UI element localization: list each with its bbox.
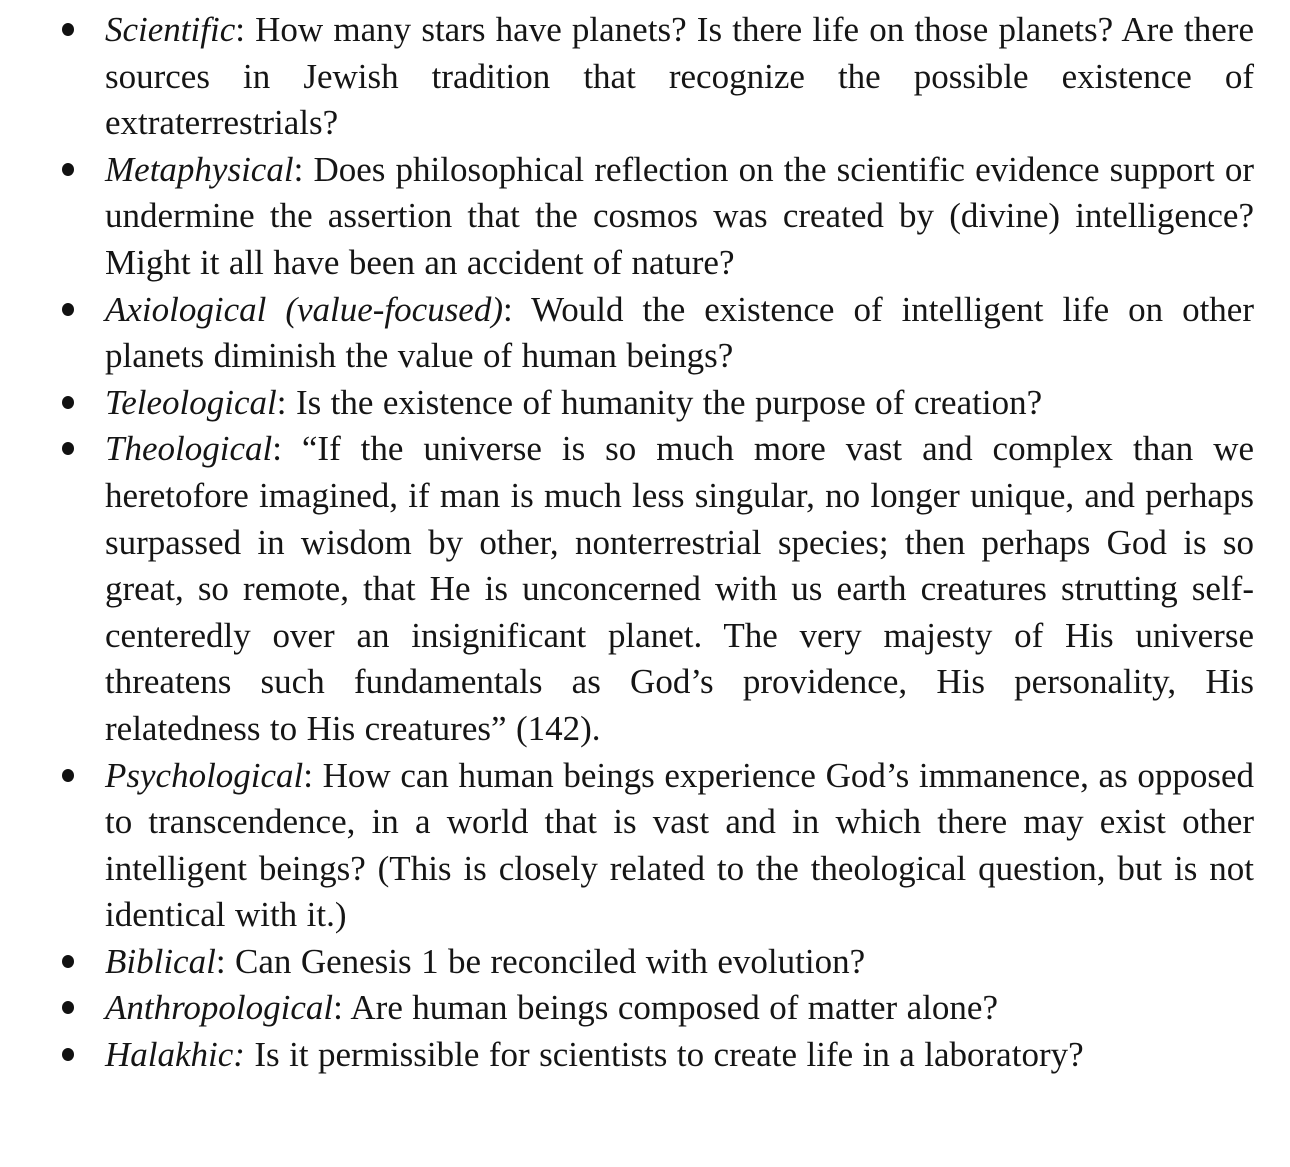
- question-category: Metaphysical: [105, 149, 294, 189]
- question-text: Is it permissible for scientists to create life in a laboratory?: [244, 1035, 1084, 1075]
- list-item: [105, 287, 1254, 380]
- question-text: : How can human beings experience God’s immanence, as opposed to transcendence, in a world that is vast and in which there may exist other intelligent beings? (This is closely related to the theological question, but is not identical with it.): [105, 755, 1254, 935]
- list-item: [105, 985, 1254, 1032]
- question-category: Theological: [105, 429, 273, 469]
- list-item: [105, 147, 1254, 287]
- list-item: [105, 380, 1254, 427]
- list-item: [105, 426, 1254, 752]
- question-text: : “If the universe is so much more vast and complex than we heretofore imagined, if man is much less singular, no longer unique, and perhaps surpassed in wisdom by other, nonterrestrial species; then perhaps God is so great, so remote, that He is unconcerned with us earth creatures strutting self-centeredly over an insignificant planet. The very majesty of His universe threatens such fundamentals as God’s providence, His personality, His relatedness to His creatures” (142).: [105, 429, 1254, 748]
- question-text: : Does philosophical reflection on the scientific evidence support or undermine the assertion that the cosmos was created by (divine) intelligence? Might it all have been an accident of nature?: [105, 149, 1254, 282]
- question-text: : Is the existence of humanity the purpose of creation?: [276, 382, 1043, 422]
- list-item: [105, 939, 1254, 986]
- question-category: Scientific: [105, 10, 236, 49]
- question-list: [105, 7, 1254, 1079]
- list-item: [105, 753, 1254, 939]
- question-text: : Can Genesis 1 be reconciled with evolution?: [215, 941, 866, 981]
- question-category: Biblical: [105, 941, 216, 981]
- list-item: [105, 7, 1254, 147]
- question-category: Halakhic:: [105, 1035, 245, 1075]
- question-text: : Are human beings composed of matter alone?: [333, 988, 998, 1028]
- question-category: Axiological (value-focused): [105, 289, 503, 329]
- list-item: [105, 1032, 1254, 1079]
- question-category: Teleological: [105, 382, 277, 422]
- question-category: Psychological: [105, 755, 304, 795]
- question-category: Anthropological: [105, 988, 334, 1028]
- question-text: : Would the existence of intelligent life on other planets diminish the value of human beings?: [105, 289, 1254, 376]
- question-text: : How many stars have planets? Is there life on those planets? Are there sources in Jewish tradition that recognize the possible existence of extraterrestrials?: [105, 10, 1254, 143]
